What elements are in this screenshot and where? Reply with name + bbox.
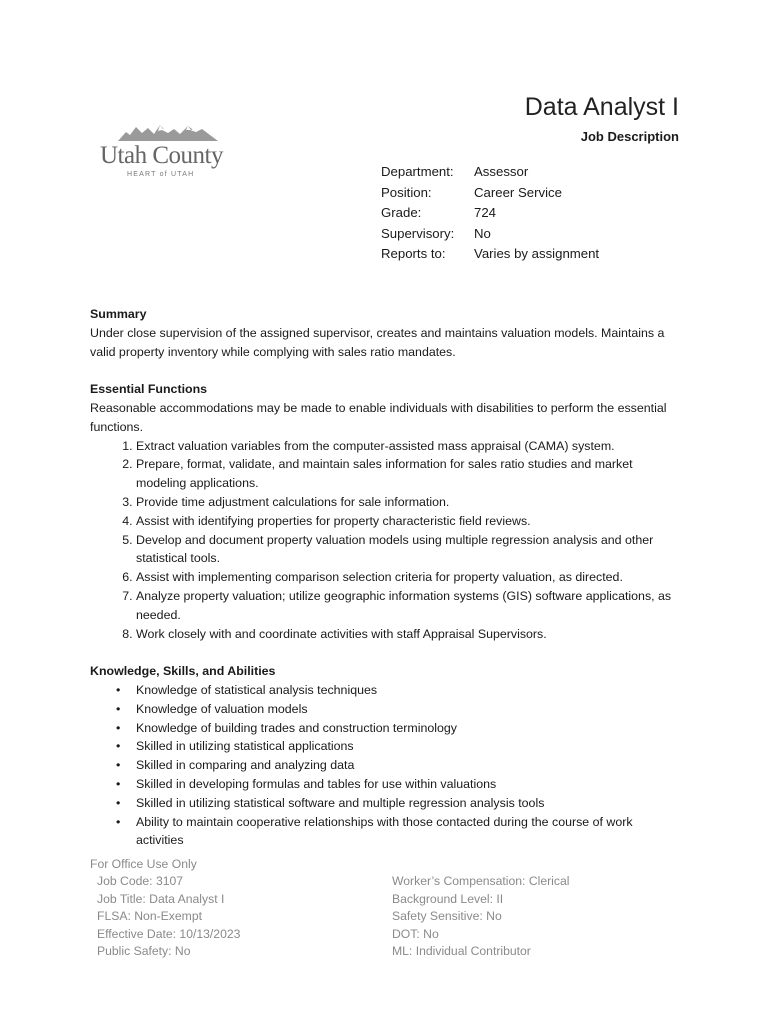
ksa-item: • Skilled in developing formulas and tables for use within valuations [136, 775, 680, 794]
utah-county-logo [100, 122, 240, 184]
info-label: Position: [381, 184, 432, 200]
essential-function-item: 8. Work closely with and coordinate activities with staff Appraisal Supervisors. [136, 625, 680, 644]
office-use-left-column [97, 873, 392, 960]
essential-function-item: 2. Prepare, format, validate, and maintain sales information for sales ratio studies and market modeling applications. [136, 455, 680, 493]
info-value: No [474, 225, 491, 241]
essential-function-item: 6. Assist with implementing comparison selection criteria for property valuation, as directed. [136, 568, 680, 587]
info-label: Supervisory: [381, 225, 455, 241]
summary-text: Under close supervision of the assigned supervisor, creates and maintains valuation models. Maintains a valid property inventory while complying with sales ratio mandates. [90, 325, 665, 359]
ksa-heading: Knowledge, Skills, and Abilities [90, 664, 276, 679]
essential-functions-list [90, 437, 680, 644]
office-use-field: Public Safety: No [97, 944, 191, 959]
office-use-field: Background Level: II [392, 891, 504, 906]
info-row [381, 224, 599, 245]
ksa-list [90, 681, 680, 850]
info-row [381, 162, 599, 183]
essential-function-item: 4. Assist with identifying properties for property characteristic field reviews. [136, 512, 680, 531]
info-value: Career Service [474, 184, 562, 200]
page-subtitle: Job Description [580, 129, 679, 144]
essential-functions-heading: Essential Functions [90, 382, 208, 397]
ksa-item: • Knowledge of valuation models [136, 700, 680, 719]
info-label: Department: [381, 164, 454, 179]
office-use-field: ML: Individual Contributor [392, 944, 531, 959]
office-use-field: Job Title: Data Analyst I [97, 891, 225, 906]
ksa-item: • Knowledge of statistical analysis techniques [136, 681, 680, 700]
office-use-field: DOT: No [392, 926, 439, 941]
mountains-icon [118, 122, 218, 142]
info-label: Grade: [381, 205, 422, 220]
ksa-item: • Skilled in utilizing statistical software and multiple regression analysis tools [136, 794, 680, 813]
info-value: Varies by assignment [474, 246, 600, 261]
info-row [381, 203, 599, 224]
ksa-item: • Skilled in utilizing statistical applications [136, 737, 680, 756]
ksa-item: • Skilled in comparing and analyzing data [136, 756, 680, 775]
info-value: 724 [474, 205, 497, 220]
logo-name: Utah County [100, 142, 223, 169]
essential-functions-intro: Reasonable accommodations may be made to enable individuals with disabilities to perform the essential functions. [90, 400, 667, 434]
office-use-field: Effective Date: 10/13/2023 [97, 926, 241, 941]
info-row [381, 244, 599, 265]
office-use-section [90, 856, 690, 960]
job-description-body [90, 305, 680, 850]
office-use-right-column [392, 873, 569, 960]
info-row [381, 183, 599, 204]
job-info-table [381, 162, 599, 265]
page-title: Data Analyst I [524, 93, 679, 121]
office-use-field: FLSA: Non-Exempt [97, 909, 202, 924]
info-value: Assessor [474, 164, 529, 179]
office-use-field: Worker’s Compensation: Clerical [392, 874, 570, 889]
office-use-field: Safety Sensitive: No [392, 909, 502, 924]
essential-function-item: 3. Provide time adjustment calculations for sale information. [136, 493, 680, 512]
office-use-field: Job Code: 3107 [97, 874, 184, 889]
office-use-heading: For Office Use Only [90, 857, 197, 871]
ksa-item: • Ability to maintain cooperative relationships with those contacted during the course of work activities [136, 813, 680, 851]
ksa-item: • Knowledge of building trades and construction terminology [136, 719, 680, 738]
essential-function-item: 5. Develop and document property valuation models using multiple regression analysis and other statistical tools. [136, 531, 680, 569]
logo-tagline: HEART of UTAH [127, 171, 195, 178]
info-label: Reports to: [381, 246, 446, 261]
summary-heading: Summary [90, 307, 147, 321]
essential-function-item: 7. Analyze property valuation; utilize geographic information systems (GIS) software applications, as needed. [136, 587, 680, 625]
essential-function-item: 1. Extract valuation variables from the computer-assisted mass appraisal (CAMA) system. [136, 437, 680, 456]
